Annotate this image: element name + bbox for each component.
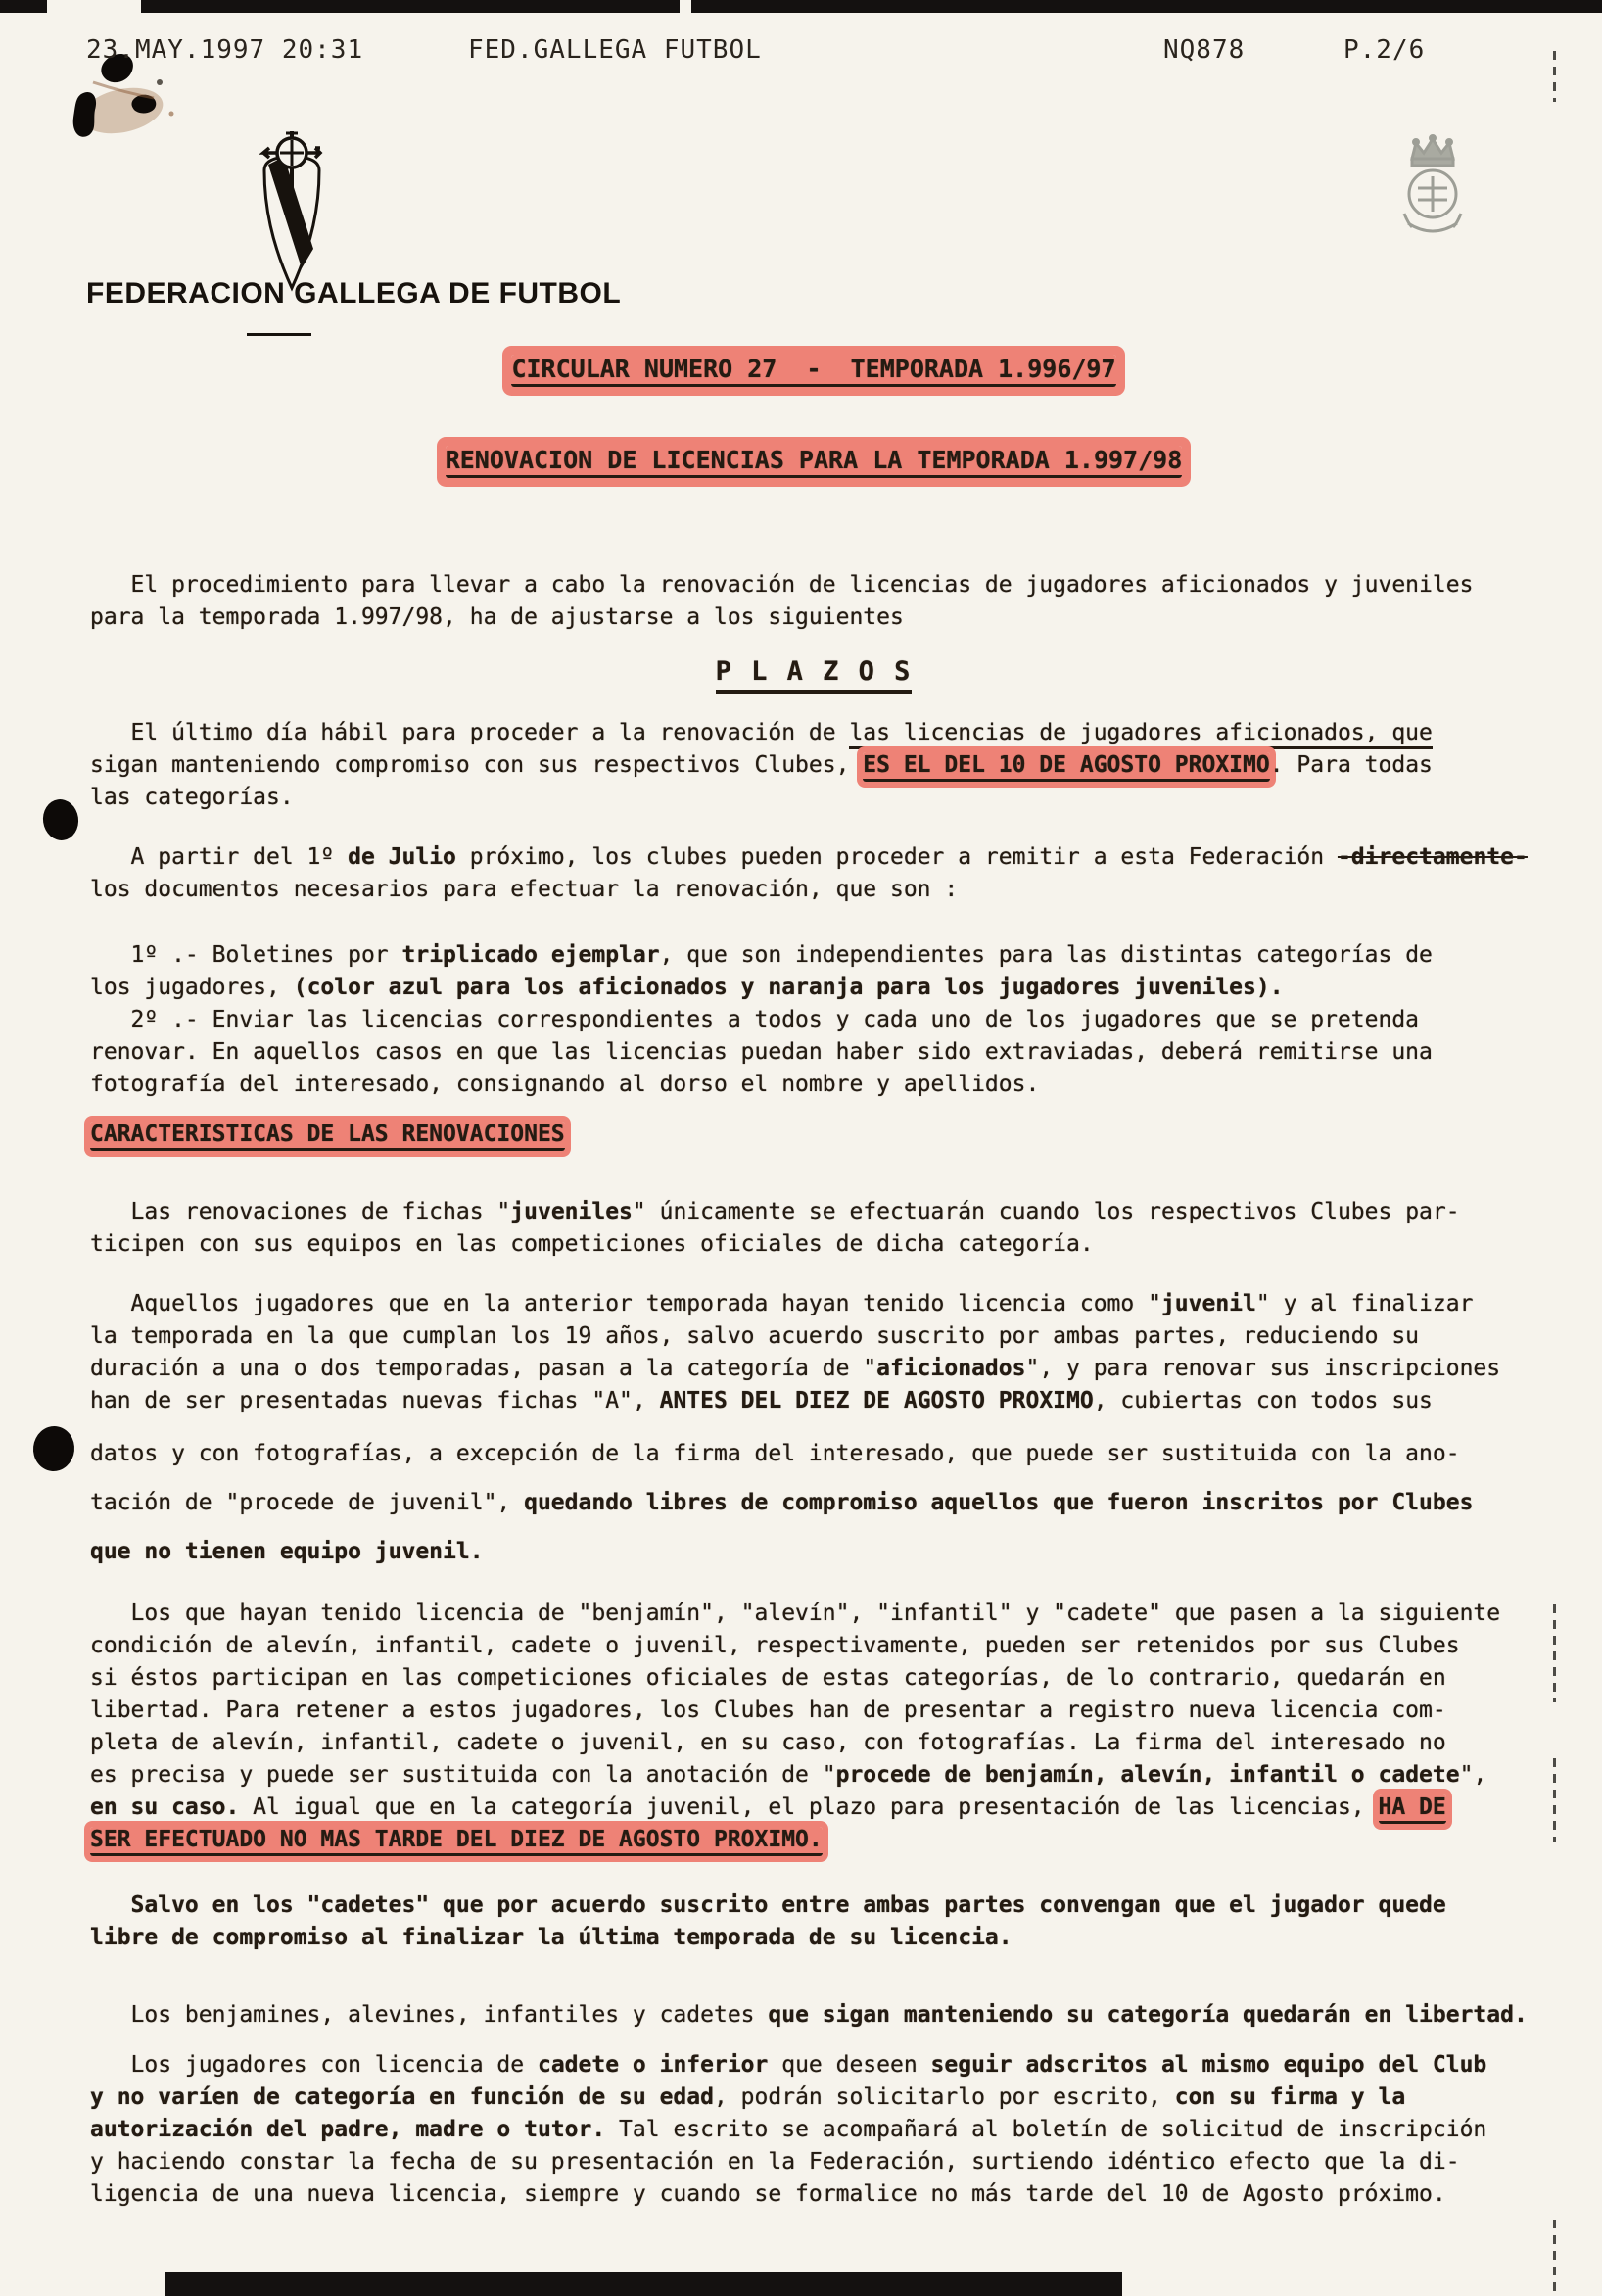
highlighted-text: HA DE (1379, 1794, 1446, 1824)
text-segment: tación de "procede de juvenil", (90, 1490, 525, 1515)
text-segment: libre de compromiso al finalizar la última temporada de su licencia. (90, 1925, 1013, 1950)
text-segment: . Para todas (1269, 752, 1433, 778)
text-segment: ", (1459, 1762, 1487, 1788)
organization-underline (247, 333, 311, 336)
text-line (90, 353, 1537, 385)
text-segment: ANTES DEL DIEZ DE AGOSTO PROXIMO (659, 1388, 1094, 1413)
text-segment: " únicamente se efectuarán cuando los respectivos Clubes par- (632, 1199, 1460, 1224)
text-segment: P L A Z O S (716, 656, 913, 694)
text-line (90, 1353, 1537, 1385)
text-segment: libertad. Para retener a estos jugadores, los Clubes han de presentar a registro nueva licencia com- (90, 1698, 1446, 1723)
text-line (90, 444, 1537, 476)
text-line (90, 972, 1537, 1004)
text-segment: " y al finalizar (1255, 1291, 1474, 1316)
text-segment: Los jugadores con licencia de (90, 2052, 538, 2078)
text-line (90, 1922, 1537, 1954)
text-segment: El último día hábil para proceder a la renovación de (90, 720, 850, 745)
text-segment: ligencia de una nueva licencia, siempre y cuando se formalice no más tarde del 10 de Agosto próximo. (90, 2181, 1446, 2207)
categories-paragraph (90, 1598, 1537, 1856)
text-line (90, 1288, 1537, 1320)
text-segment: de Julio (348, 844, 456, 870)
text-segment: quedando libres de compromiso aquellos que fueron inscritos por Clubes (524, 1490, 1474, 1515)
fax-datetime: 23.MAY.1997 20:31 (86, 35, 364, 65)
text-segment: -directamente- (1337, 844, 1528, 870)
text-segment: juveniles (510, 1199, 633, 1224)
scan-mark-right (1553, 1758, 1556, 1842)
caracteristicas-heading (90, 1119, 1537, 1151)
text-segment: 2º .- Enviar las licencias correspondientes a todos y cada uno de los jugadores que se pretenda (90, 1007, 1420, 1032)
text-line (90, 569, 1537, 601)
text-line (90, 601, 1537, 634)
text-segment: renovar. En aquellos casos en que las licencias puedan haber sido extraviadas, deberá remitirse una (90, 1039, 1433, 1065)
text-segment: fotografía del interesado, consignando al dorso el nombre y apellidos. (90, 1072, 1040, 1097)
text-segment: han de ser presentadas nuevas fichas "A", (90, 1388, 660, 1413)
text-line (90, 1792, 1537, 1824)
text-line (90, 1889, 1537, 1922)
text-line (90, 749, 1537, 782)
text-segment: , que son independientes para las distintas categorías de (659, 942, 1433, 968)
text-segment: autorización del padre, madre o tutor. (90, 2117, 606, 2142)
text-line (90, 1004, 1537, 1036)
renovation-title (90, 444, 1537, 476)
text-segment: que sigan manteniendo su categoría quedarán en libertad. (768, 2002, 1528, 2028)
plazos-heading (90, 655, 1537, 690)
text-segment: y no varíen de categoría en función de su edad (90, 2084, 714, 2110)
scan-mark-right (1553, 1604, 1556, 1702)
text-line (90, 2178, 1537, 2211)
text-segment: A partir del 1º (90, 844, 349, 870)
text-line (90, 1385, 1537, 1417)
age-paragraph-a (90, 1288, 1537, 1417)
text-line (90, 1228, 1537, 1261)
text-segment: en su caso. (90, 1794, 240, 1820)
fax-doc-number: NQ878 (1163, 35, 1246, 65)
text-segment: próximo, los clubes pueden proceder a remitir a esta Federación (455, 844, 1338, 870)
text-line (90, 1429, 1537, 1478)
age-paragraph-b (90, 1429, 1537, 1576)
text-segment: Los que hayan tenido licencia de "benjamín", "alevín", "infantil" y "cadete" que pasen a la siguiente (90, 1601, 1501, 1626)
libertad-paragraph (90, 1999, 1537, 2032)
fax-page-count: P.2/6 (1343, 35, 1426, 65)
text-segment: pleta de alevín, infantil, cadete o juvenil, en su caso, con fotografías. La firma del interesado no (90, 1730, 1446, 1755)
text-segment: las categorías. (90, 785, 294, 810)
text-segment: triplicado ejemplar (401, 942, 660, 968)
text-segment: condición de alevín, infantil, cadete o juvenil, respectivamente, pueden ser retenidos por sus Clubes (90, 1633, 1460, 1658)
document-body (90, 345, 1537, 2211)
text-line (90, 1119, 1537, 1151)
item-2 (90, 1004, 1537, 1101)
text-segment: duración a una o dos temporadas, pasan a la categoría de " (90, 1356, 877, 1381)
text-segment: Salvo en los "cadetes" que por acuerdo suscrito entre ambas partes convengan que el jugador quede (90, 1892, 1446, 1918)
text-segment: datos y con fotografías, a excepción de la firma del interesado, que puede ser sustituida con la ano- (90, 1441, 1460, 1466)
text-segment: y haciendo constar la fecha de su presentación en la Federación, surtiendo idéntico efecto que la di- (90, 2149, 1460, 2175)
text-line (90, 1036, 1537, 1069)
text-line (90, 1196, 1537, 1228)
scan-mark-right (1553, 2220, 1556, 2296)
text-line (90, 2081, 1537, 2114)
text-segment: juvenil (1160, 1291, 1256, 1316)
text-line (90, 717, 1537, 749)
text-line (90, 1662, 1537, 1695)
text-segment: si éstos participan en las competiciones oficiales de estas categorías, de lo contrario, quedarán en (90, 1665, 1446, 1691)
text-segment: Tal escrito se acompañará al boletín de solicitud de inscripción (605, 2117, 1487, 2142)
text-line (90, 1759, 1537, 1792)
july-paragraph (90, 841, 1537, 906)
highlighted-text: CIRCULAR NUMERO 27 - TEMPORADA 1.996/97 (511, 355, 1115, 387)
text-segment: Los benjamines, alevines, infantiles y cadetes (90, 2002, 769, 2028)
text-segment: sigan manteniendo compromiso con sus respectivos Clubes, (90, 752, 864, 778)
scan-edge-bar-bottom (165, 2272, 1122, 2296)
royal-crown-crest-icon (1390, 133, 1475, 257)
text-segment: , cubiertas con todos sus (1093, 1388, 1433, 1413)
text-segment: para la temporada 1.997/98, ha de ajustarse a los siguientes (90, 604, 904, 630)
text-segment: seguir adscritos al mismo equipo del Club (930, 2052, 1487, 2078)
text-segment: Las renovaciones de fichas " (90, 1199, 511, 1224)
text-segment: Al igual que en la categoría juvenil, el plazo para presentación de las licencias, (239, 1794, 1379, 1820)
text-line (90, 1598, 1537, 1630)
text-line (90, 874, 1537, 906)
text-segment: El procedimiento para llevar a cabo la renovación de licencias de jugadores aficionados y juveniles (90, 572, 1474, 598)
hole-punch-dot (40, 797, 80, 843)
text-line (90, 939, 1537, 972)
text-segment: que no tienen equipo juvenil. (90, 1539, 484, 1564)
cadetes-exception-paragraph (90, 1889, 1537, 1954)
text-line (90, 655, 1537, 690)
text-line (90, 1727, 1537, 1759)
text-line (90, 1999, 1537, 2032)
fax-sender: FED.GALLEGA FUTBOL (468, 35, 762, 65)
text-segment: aficionados (876, 1356, 1026, 1381)
organization-name: FEDERACION GALLEGA DE FUTBOL (86, 277, 622, 310)
juveniles-paragraph (90, 1196, 1537, 1261)
scan-edge-gap (680, 0, 691, 13)
text-line (90, 1527, 1537, 1576)
text-segment: cadete o inferior (537, 2052, 769, 2078)
text-segment: 1º .- Boletines por (90, 942, 402, 968)
text-line (90, 1630, 1537, 1662)
text-line (90, 1478, 1537, 1527)
text-line (90, 2049, 1537, 2081)
text-segment: la temporada en la que cumplan los 19 años, salvo acuerdo suscrito por ambas partes, reduciendo su (90, 1323, 1420, 1349)
federation-shield-icon (245, 123, 339, 296)
text-segment: ticipen con sus equipos en las competiciones oficiales de dicha categoría. (90, 1231, 1094, 1257)
text-segment: ", y para renovar sus inscripciones (1025, 1356, 1501, 1381)
hole-punch-dot (31, 1424, 77, 1473)
text-line (90, 782, 1537, 814)
highlighted-text: ES EL DEL 10 DE AGOSTO PROXIMO (863, 752, 1269, 782)
text-segment: es precisa y puede ser sustituida con la anotación de " (90, 1762, 836, 1788)
scan-edge-gap (47, 0, 141, 13)
highlighted-text: RENOVACION DE LICENCIAS PARA LA TEMPORADA 1.997/98 (446, 446, 1183, 478)
circular-title (90, 353, 1537, 385)
text-line (90, 2146, 1537, 2178)
text-segment: (color azul para los aficionados y naranja para los jugadores juveniles). (293, 975, 1284, 1000)
text-segment: , podrán solicitarlo por escrito, (713, 2084, 1175, 2110)
final-paragraph (90, 2049, 1537, 2211)
intro-paragraph (90, 569, 1537, 634)
highlighted-text: SER EFECTUADO NO MAS TARDE DEL DIEZ DE AGOSTO PROXIMO. (90, 1827, 823, 1856)
text-line (90, 841, 1537, 874)
deadline-paragraph (90, 717, 1537, 814)
text-line (90, 2114, 1537, 2146)
text-segment: Aquellos jugadores que en la anterior temporada hayan tenido licencia como " (90, 1291, 1161, 1316)
item-1 (90, 939, 1537, 1004)
highlighted-text: CARACTERISTICAS DE LAS RENOVACIONES (90, 1122, 565, 1151)
scan-edge-bar-top (0, 0, 1602, 13)
text-segment: con su firma y la (1174, 2084, 1406, 2110)
text-segment: las licencias de jugadores aficionados, que (849, 720, 1432, 749)
text-line (90, 1320, 1537, 1353)
text-segment: los documentos necesarios para efectuar la renovación, que son : (90, 877, 959, 902)
text-segment: los jugadores, (90, 975, 294, 1000)
text-segment: procede de benjamín, alevín, infantil o cadete (835, 1762, 1460, 1788)
text-line (90, 1069, 1537, 1101)
text-segment: que deseen (768, 2052, 931, 2078)
scan-mark-right (1553, 51, 1556, 102)
text-line (90, 1695, 1537, 1727)
text-line (90, 1824, 1537, 1856)
